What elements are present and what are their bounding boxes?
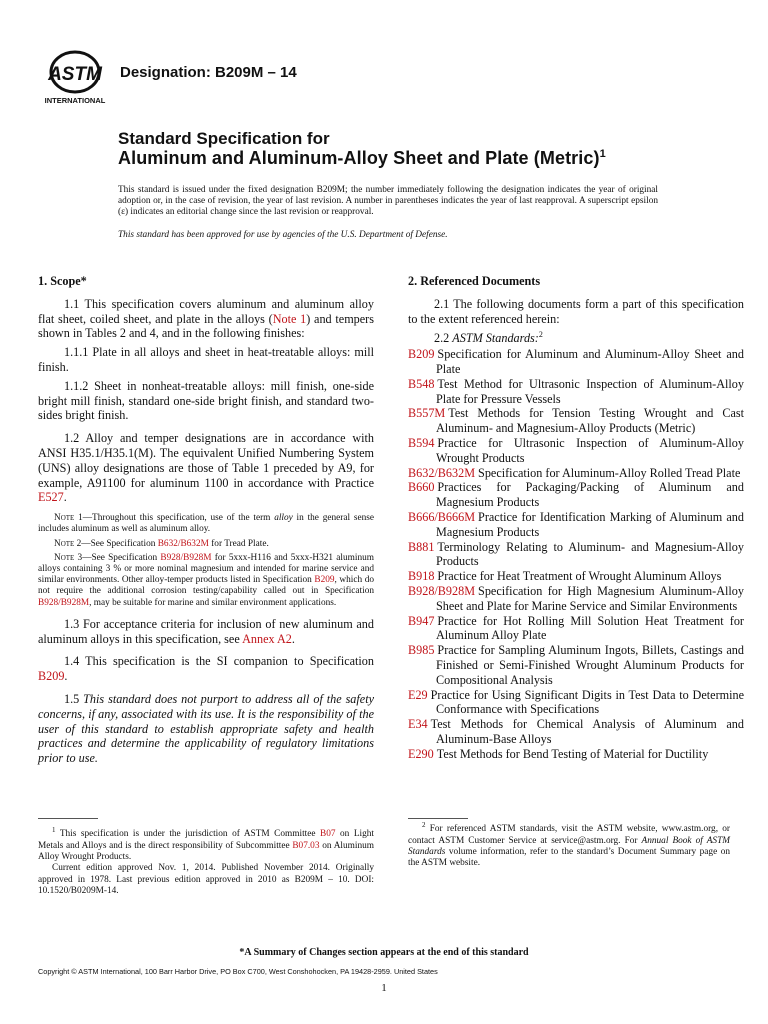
reference-item bbox=[408, 747, 744, 762]
title-prefix: Standard Specification for bbox=[118, 129, 330, 148]
page-number: 1 bbox=[381, 982, 387, 994]
b632-link[interactable]: B632/B632M bbox=[157, 538, 209, 549]
reference-title: Practice for Ultrasonic Inspection of Aluminum-Alloy Wrought Products bbox=[436, 436, 744, 465]
para-2-2: 2.2 ASTM Standards:$^2$ bbox=[434, 330, 543, 346]
b209-link[interactable]: B209 bbox=[314, 575, 335, 586]
para-1-1-1: 1.1.1 Plate in all alloys and sheet in heat-treatable alloys: mill finish. bbox=[38, 345, 374, 374]
reference-item bbox=[408, 466, 744, 481]
reference-item bbox=[408, 584, 744, 614]
reference-code-link[interactable]: B947 bbox=[408, 613, 435, 628]
reference-title: Test Methods for Bend Testing of Material for Ductility bbox=[436, 746, 709, 761]
note-1-link[interactable]: Note 1 bbox=[272, 311, 307, 326]
title-footnote-ref[interactable]: 1 bbox=[599, 148, 606, 160]
right-column bbox=[408, 274, 744, 762]
reference-title: Practice for Using Significant Digits in Test Data to Determine Conformance with Specifications bbox=[430, 687, 744, 717]
reference-title: Practice for Sampling Aluminum Ingots, Billets, Castings and Finished or Semi-Finished Wrought Aluminum Products for Compositional Analysis bbox=[436, 643, 744, 687]
reference-title: Terminology Relating to Aluminum- and Magnesium-Alloy Products bbox=[436, 539, 744, 569]
reference-item bbox=[408, 377, 744, 407]
b928-link[interactable]: B928/B928M bbox=[160, 552, 212, 563]
reference-code-link[interactable]: B881 bbox=[408, 539, 435, 554]
b928-link[interactable]: B928/B928M bbox=[38, 597, 90, 608]
copyright: Copyright © ASTM International, 100 Barr Harbor Drive, PO Box C700, West Conshohocken, PA 19428-2959. United States bbox=[38, 967, 438, 976]
referenced-documents-heading: 2. Referenced Documents bbox=[408, 274, 541, 288]
reference-code-link[interactable]: B985 bbox=[408, 643, 435, 658]
para-1-5: 1.5 This standard does not purport to address all of the safety concerns, if any, associated with its use. It is the responsibility of the user of this standard to establish appropriate safety and health practices and determine the applicability of regulatory limitations prior to use. bbox=[38, 691, 374, 766]
para-1-2: 1.2 Alloy and temper designations are in accordance with ANSI H35.1/H35.1(M). The equivalent Unified Numbering System (UNS) alloy designations are those of Table 1 preceded by A9, for example, A91100 for aluminum 1100 in accordance with Practice E527. bbox=[38, 431, 374, 505]
reference-item bbox=[408, 688, 744, 718]
reference-item bbox=[408, 614, 744, 644]
reference-code-link[interactable]: B548 bbox=[408, 376, 435, 391]
designation: Designation: B209M – 14 bbox=[120, 64, 297, 81]
logo-text: ASTM bbox=[48, 64, 102, 85]
reference-code-link[interactable]: B918 bbox=[408, 569, 435, 584]
reference-code-link[interactable]: B209 bbox=[408, 347, 435, 362]
reference-code-link[interactable]: B660 bbox=[408, 480, 435, 495]
b07-link[interactable]: B07 bbox=[320, 829, 336, 840]
reference-item bbox=[408, 406, 744, 436]
reference-code-link[interactable]: E290 bbox=[408, 746, 434, 761]
reference-item bbox=[408, 436, 744, 466]
reference-item bbox=[408, 510, 744, 540]
annex-a2-link[interactable]: Annex A2 bbox=[242, 631, 292, 646]
reference-code-link[interactable]: B594 bbox=[408, 436, 435, 451]
reference-title: Specification for High Magnesium Aluminum-Alloy Sheet and Plate for Marine Service and Similar Environments bbox=[436, 584, 744, 613]
document-title: Aluminum and Aluminum-Alloy Sheet and Plate (Metric)$^1$ bbox=[118, 148, 606, 168]
note-2: Note 2—See Specification B632/B632M for Tread Plate. bbox=[54, 538, 269, 549]
para-1-1-2: 1.1.2 Sheet in nonheat-treatable alloys: mill finish, one-side bright mill finish, standard one-side bright finish, and standard two-sides bright finish. bbox=[38, 378, 374, 423]
reference-item bbox=[408, 643, 744, 687]
dod-approval: This standard has been approved for use by agencies of the U.S. Department of Defense. bbox=[118, 230, 448, 240]
reference-code-link[interactable]: B557M bbox=[408, 406, 446, 421]
footnote-rule bbox=[38, 818, 98, 819]
footnote-rule bbox=[408, 818, 468, 819]
para-1-1: 1.1 This specification covers aluminum and aluminum alloy flat sheet, coiled sheet, and plate in the alloys (Note 1) and tempers shown in Tables 2 and 4, and in the following finishes: bbox=[38, 296, 374, 341]
para-1-3: 1.3 For acceptance criteria for inclusion of new aluminum and aluminum alloys in this specification, see Annex A2. bbox=[38, 616, 374, 646]
reference-title: Test Method for Ultrasonic Inspection of Aluminum-Alloy Plate for Pressure Vessels bbox=[436, 376, 744, 406]
reference-item bbox=[408, 540, 744, 570]
reference-code-link[interactable]: B632/B632M bbox=[408, 465, 476, 480]
intro-paragraph: This standard is issued under the fixed designation B209M; the number immediately following the designation indicates the year of original adoption or, in the case of revision, the year of last revision. A number in parentheses indicates the year of last reapproval. A superscript epsilon (ε) indicates an editorial change since the last revision or reapproval. bbox=[118, 185, 658, 218]
reference-code-link[interactable]: B666/B666M bbox=[408, 510, 476, 525]
reference-code-link[interactable]: B928/B928M bbox=[408, 584, 476, 598]
b209-link[interactable]: B209 bbox=[38, 669, 65, 684]
footnote-2: $^2$ For referenced ASTM standards, visit the ASTM website, www.astm.org, or contact ASTM Customer Service at service@astm.org. For Annual Book of ASTM Standards volume information, refer to the standard’s Document Summary page on the ASTM website. bbox=[408, 821, 730, 869]
reference-item bbox=[408, 347, 744, 377]
scope-heading: 1. Scope* bbox=[38, 274, 87, 288]
para-1-4: 1.4 This specification is the SI companion to Specification B209. bbox=[38, 654, 374, 684]
note-1: Note 1—Throughout this specification, use of the term alloy in the general sense includes aluminum as well as aluminum alloy. bbox=[38, 513, 374, 535]
reference-item bbox=[408, 569, 744, 584]
reference-code-link[interactable]: E34 bbox=[408, 717, 428, 732]
reference-code-link[interactable]: E29 bbox=[408, 687, 428, 702]
e527-link[interactable]: E527 bbox=[38, 490, 64, 505]
para-2-1: 2.1 The following documents form a part of this specification to the extent referenced herein: bbox=[408, 296, 744, 326]
reference-title: Practices for Packaging/Packing of Aluminum and Magnesium Products bbox=[436, 480, 744, 510]
note-3: Note 3—See Specification B928/B928M for 5xxx-H116 and 5xxx-H321 aluminum alloys containing 3 % or more nominal magnesium and intended for marine service and similar environments. Other alloy-temper products listed in Specification B209, which do not require the additional corrosion testing/capability called out in Specification B928/B928M, may be suitable for marine and similar environment applications. bbox=[38, 552, 374, 608]
footnote-1: $^1$ This specification is under the jurisdiction of ASTM Committee B07 on Light Metals and Alloys and is the direct responsibility of Subcommittee B07.03 on Aluminum Alloy Wrought Products. Current edition approved Nov. 1, 2014. Published November 2014. Originally approved in 1978. Last previous edition approved in 2010 as B209M – 10. DOI: 10.1520/B0209M-14. bbox=[38, 826, 374, 897]
astm-logo bbox=[44, 50, 112, 106]
summary-of-changes-note: *A Summary of Changes section appears at the end of this standard bbox=[239, 947, 529, 958]
reference-title: Practice for Hot Rolling Mill Solution Heat Treatment for Aluminum Alloy Plate bbox=[436, 613, 744, 643]
b07-03-link[interactable]: B07.03 bbox=[292, 840, 320, 851]
reference-title: Test Methods for Tension Testing Wrought and Cast Aluminum- and Magnesium-Alloy Products (Metric) bbox=[436, 406, 744, 436]
reference-item bbox=[408, 480, 744, 510]
reference-title: Test Methods for Chemical Analysis of Aluminum and Aluminum-Base Alloys bbox=[430, 717, 744, 746]
reference-title: Practice for Identification Marking of Aluminum and Magnesium Products bbox=[436, 510, 744, 539]
logo-subtext: INTERNATIONAL bbox=[44, 96, 106, 105]
reference-title: Specification for Aluminum and Aluminum-Alloy Sheet and Plate bbox=[436, 347, 744, 377]
reference-title: Specification for Aluminum-Alloy Rolled Tread Plate bbox=[478, 465, 741, 480]
reference-item bbox=[408, 717, 744, 747]
reference-title: Practice for Heat Treatment of Wrought Aluminum Alloys bbox=[437, 569, 722, 584]
reference-list bbox=[408, 347, 744, 761]
left-column bbox=[38, 274, 374, 770]
